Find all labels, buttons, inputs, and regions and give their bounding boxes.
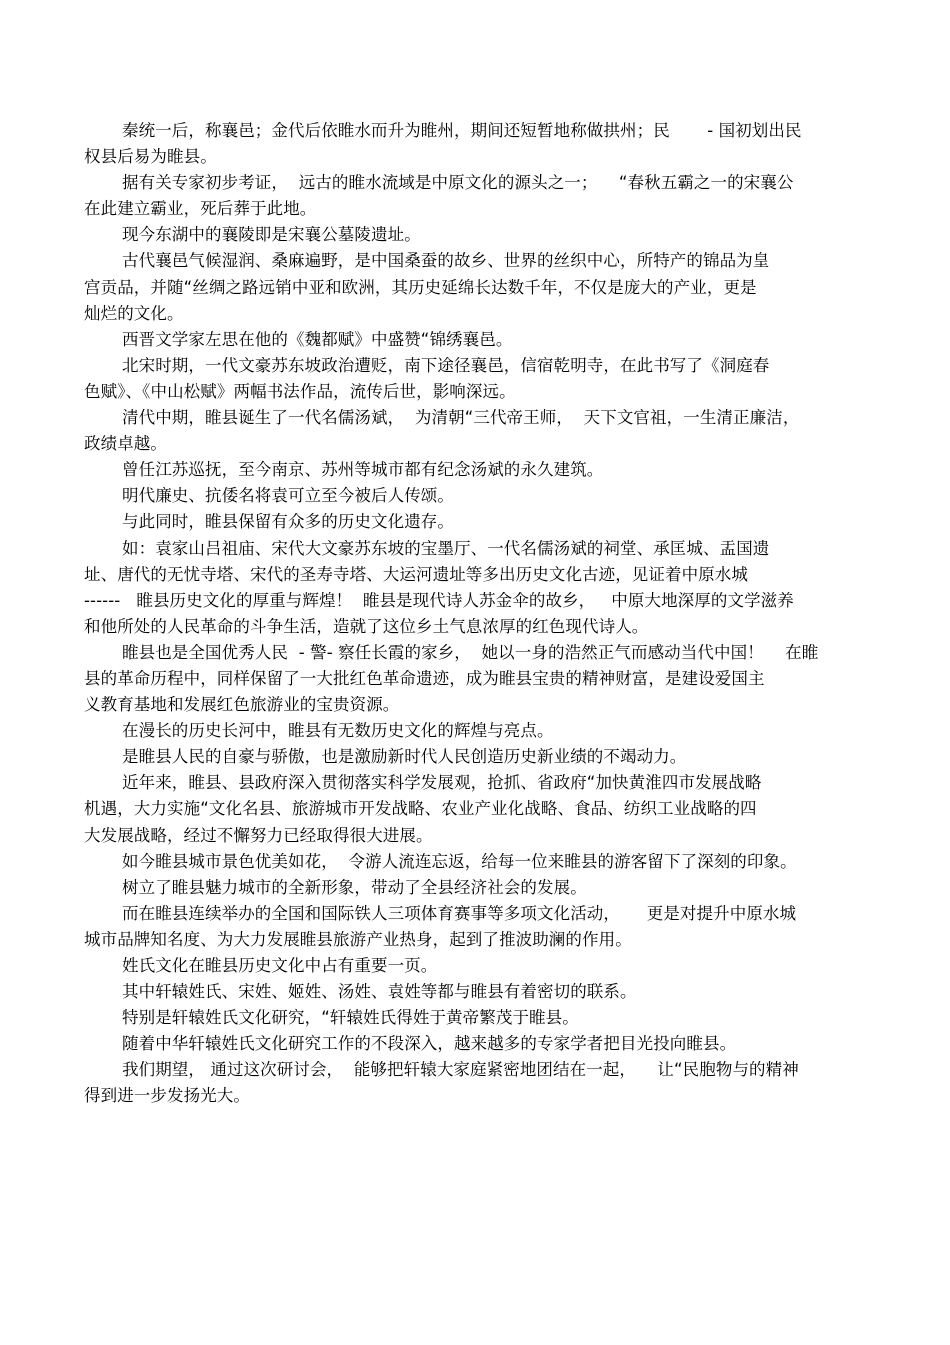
paragraph-first-line: 北宋时期，一代文豪苏东坡政治遭贬，南下途径襄邑，信宿乾明寺，在此书写了《洞庭春	[122, 355, 770, 375]
paragraph-continuation-line: 在此建立霸业，死后葬于此地。	[84, 199, 317, 219]
paragraph-continuation-line: 得到进一步发扬光大。	[84, 1086, 250, 1106]
paragraph-continuation-line: 城市品牌知名度、为大力发展睢县旅游产业热身，起到了推波助澜的作用。	[84, 929, 632, 949]
paragraph-continuation-line: 灿烂的文化。	[84, 303, 184, 323]
paragraph-first-line: 其中轩辕姓氏、宋姓、姬姓、汤姓、袁姓等都与睢县有着密切的联系。	[122, 982, 637, 1002]
paragraph-first-line: 秦统一后，称襄邑；金代后依睢水而升为睢州，期间还短暂地称做拱州；民 - 国初划出民	[122, 121, 802, 140]
paragraph-first-line: 特别是轩辕姓氏文化研究，“轩辕姓氏得姓于黄帝繁茂于睢县。	[122, 1008, 579, 1028]
paragraph-first-line: 现今东湖中的襄陵即是宋襄公墓陵遗址。	[122, 225, 421, 245]
paragraph-continuation-line: 政绩卓越。	[84, 434, 167, 454]
paragraph-continuation-line: 权县后易为睢县。	[84, 147, 217, 167]
paragraph-first-line: 我们期望， 通过这次研讨会， 能够把轩辕大家庭紧密地团结在一起， 让“民胞物与的精神	[122, 1060, 799, 1080]
paragraph-continuation-line: 大发展战略，经过不懈努力已经取得很大进展。	[84, 825, 433, 845]
paragraph-first-line: 近年来，睢县、县政府深入贯彻落实科学发展观，抢抓、省政府“加快黄淮四市发展战略	[122, 773, 762, 793]
paragraph-first-line: 树立了睢县魅力城市的全新形象，带动了全县经济社会的发展。	[122, 877, 587, 897]
paragraph-first-line: 而在睢县连续举办的全国和国际铁人三项体育赛事等多项文化活动， 更是对提升中原水城	[122, 903, 797, 923]
paragraph-continuation-line: 址、唐代的无忧寺塔、宋代的圣寿寺塔、大运河遗址等多出历史文化古迹，见证着中原水城	[84, 564, 748, 584]
paragraph-continuation-line: 县的革命历程中，同样保留了一大批红色革命遗迹，成为睢县宝贵的精神财富，是建设爱国主	[84, 668, 765, 688]
paragraph-first-line: 如：袁家山吕祖庙、宋代大文豪苏东坡的宝墨厅、一代名儒汤斌的祠堂、承匡城、盂国遗	[122, 538, 770, 558]
paragraph-first-line: 据有关专家初步考证， 远古的睢水流域是中原文化的源头之一； “春秋五霸之一的宋襄公	[122, 173, 794, 193]
paragraph-first-line: 西晋文学家左思在他的《魏都赋》中盛赞“锦绣襄邑。	[122, 329, 513, 349]
paragraph-first-line: 清代中期，睢县诞生了一代名儒汤斌， 为清朝“三代帝王师， 天下文官祖，一生清正廉洁，	[122, 408, 800, 428]
paragraph-first-line: 明代廉史、抗倭名将袁可立至今被后人传颂。	[122, 486, 454, 506]
paragraph-continuation-line: 义教育基地和发展红色旅游业的宝贵资源。	[84, 695, 400, 715]
paragraph-first-line: 睢县也是全国优秀人民 - 警- 察任长霞的家乡， 她以一身的浩然正气而感动当代中国！ 在睢	[122, 642, 819, 662]
paragraph-continuation-line: 色赋》、《中山松赋》两幅书法作品，流传后世，影响深远。	[84, 381, 516, 401]
paragraph-first-line: 随着中华轩辕姓氏文化研究工作的不段深入，越来越多的专家学者把目光投向睢县。	[122, 1034, 737, 1054]
paragraph-first-line: 古代襄邑气候湿润、桑麻遍野，是中国桑蚕的故乡、世界的丝织中心，所特产的锦品为皇	[122, 251, 770, 271]
paragraph-first-line: 如今睢县城市景色优美如花， 令游人流连忘返，给每一位来睢县的游客留下了深刻的印象。	[122, 851, 797, 871]
paragraph-first-line: 在漫长的历史长河中，睢县有无数历史文化的辉煌与亮点。	[122, 721, 554, 741]
paragraph-continuation-line: ------ 睢县历史文化的厚重与辉煌！ 睢县是现代诗人苏金伞的故乡， 中原大地深厚的文学滋养	[84, 590, 794, 610]
paragraph-first-line: 与此同时，睢县保留有众多的历史文化遗存。	[122, 512, 454, 532]
paragraph-continuation-line: 和他所处的人民革命的斗争生活，造就了这位乡土气息浓厚的红色现代诗人。	[84, 616, 649, 636]
paragraph-first-line: 是睢县人民的自豪与骄傲，也是激励新时代人民创造历史新业绩的不竭动力。	[122, 747, 687, 767]
paragraph-first-line: 曾任江苏巡抚，至今南京、苏州等城市都有纪念汤斌的永久建筑。	[122, 460, 604, 480]
document-body	[84, 118, 874, 1110]
paragraph-continuation-line: 宫贡品，并随“丝绸之路远销中亚和欧洲，其历史延绵长达数千年，不仅是庞大的产业，更是	[84, 277, 757, 297]
paragraph-continuation-line: 机遇，大力实施“文化名县、旅游城市开发战略、农业产业化战略、食品、纺织工业战略的四	[84, 799, 757, 819]
paragraph-first-line: 姓氏文化在睢县历史文化中占有重要一页。	[122, 956, 438, 975]
